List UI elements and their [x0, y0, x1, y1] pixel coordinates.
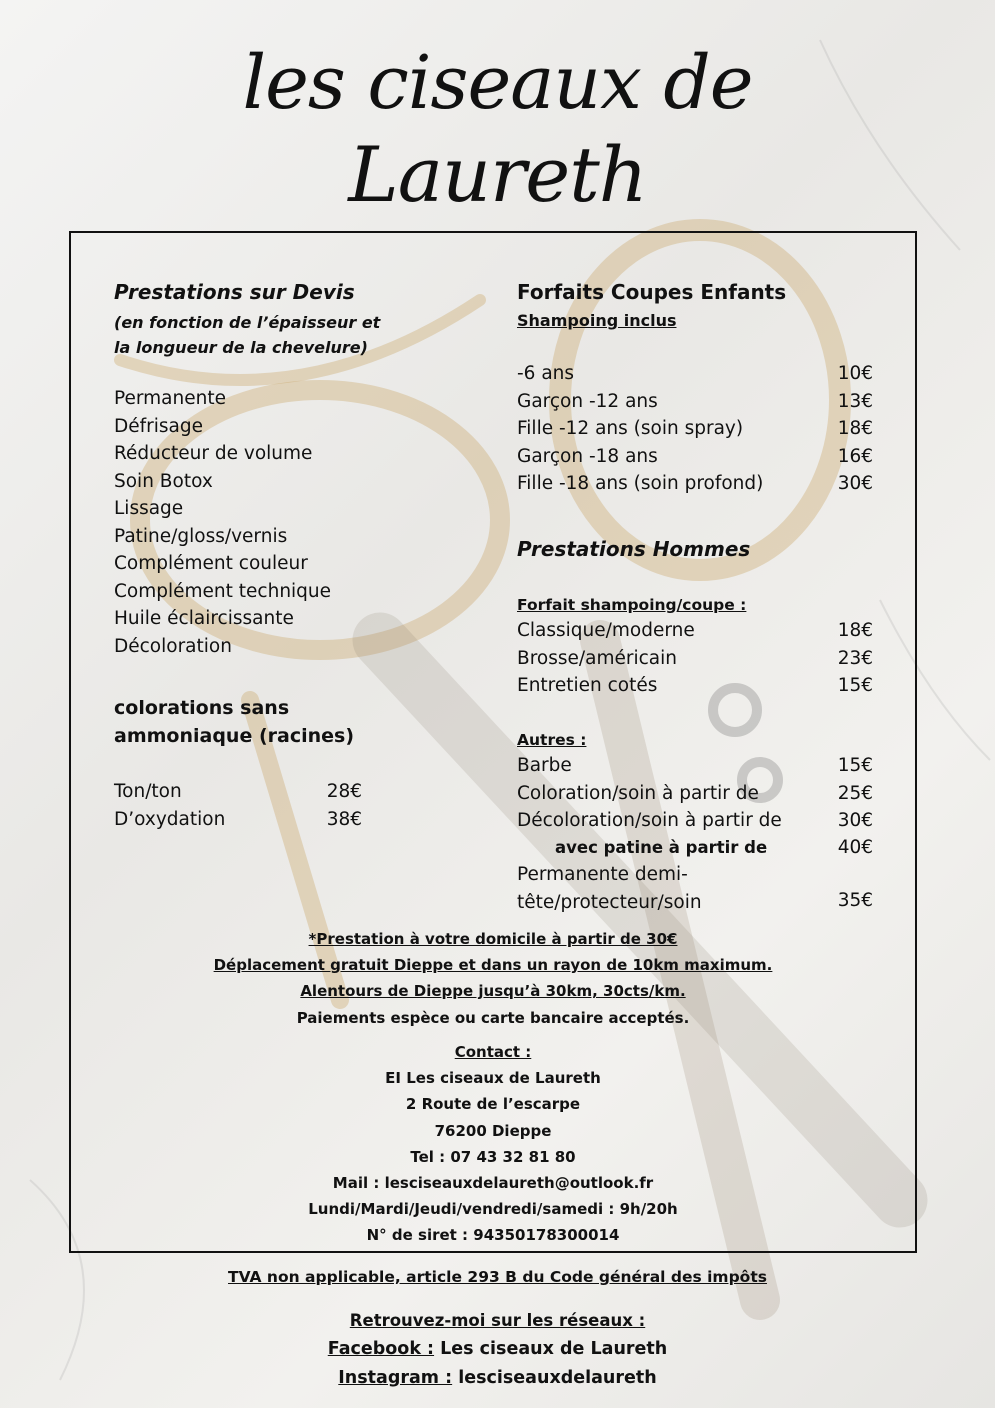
contact-email: Mail : lesciseauxdelaureth@outlook.fr: [332, 1174, 654, 1193]
note-line: Paiements espèce ou carte bancaire acceptés.: [296, 1008, 690, 1027]
price-value: 13€: [837, 390, 873, 412]
price-label: Garçon -18 ans: [517, 445, 658, 467]
price-value: 30€: [837, 810, 873, 831]
price-value: 28€: [326, 781, 362, 802]
price-label: Garçon -12 ans: [517, 390, 658, 412]
permanente-line-2: tête/protecteur/soin: [517, 891, 702, 913]
note-line: Déplacement gratuit Dieppe et dans un rayon de 10km maximum.: [213, 956, 773, 975]
price-label: Ton/ton: [114, 781, 182, 802]
price-row: [517, 752, 873, 780]
price-value: 10€: [837, 363, 873, 384]
list-item: Soin Botox: [114, 470, 213, 492]
instagram-label: Instagram :: [338, 1368, 453, 1388]
contact-block: [69, 1039, 917, 1249]
colorations-table: [114, 778, 362, 833]
price-value: 18€: [837, 620, 873, 641]
price-value: 18€: [837, 418, 873, 439]
note-line: *Prestation à votre domicile à partir de 30€: [308, 930, 678, 948]
list-item: Huile éclaircissante: [114, 608, 294, 629]
contact-title: Contact :: [454, 1043, 532, 1061]
devis-title: Prestations sur Devis: [114, 280, 355, 304]
tva-note: TVA non applicable, article 293 B du Code général des impôts: [228, 1268, 767, 1286]
price-label: Coloration/soin à partir de: [517, 782, 759, 804]
permanente-line-1: Permanente demi-: [517, 864, 688, 885]
price-row: [517, 834, 873, 862]
price-row: [517, 807, 873, 835]
instagram-line: [0, 1368, 995, 1388]
hommes-title: Prestations Hommes: [517, 537, 751, 561]
price-label: -6 ans: [517, 363, 575, 384]
list-item: Lissage: [114, 498, 184, 519]
enfants-table: [517, 360, 873, 498]
price-row: [517, 443, 873, 471]
price-value: 15€: [837, 755, 873, 776]
autres-table: [517, 752, 873, 835]
price-row: [114, 778, 362, 806]
colorations-title-1: colorations sans: [114, 697, 290, 719]
forfait-title: Forfait shampoing/coupe :: [517, 596, 747, 614]
contact-line: EI Les ciseaux de Laureth: [385, 1069, 601, 1088]
colorations-title-2: ammoniaque (racines): [114, 725, 355, 747]
contact-hours: Lundi/Mardi/Jeudi/vendredi/samedi : 9h/20h: [308, 1200, 678, 1219]
facebook-link[interactable]: Les ciseaux de Laureth: [434, 1339, 668, 1359]
price-label: avec patine à partir de: [555, 838, 768, 857]
price-row: [517, 617, 873, 645]
price-value: 40€: [837, 837, 873, 858]
price-value: 16€: [837, 445, 873, 467]
enfants-subtitle: Shampoing inclus: [517, 311, 677, 330]
list-item: Réducteur de volume: [114, 443, 313, 464]
price-value: 25€: [837, 782, 873, 804]
price-row: [114, 806, 362, 834]
price-value: 30€: [837, 473, 873, 494]
contact-line: 76200 Dieppe: [434, 1121, 552, 1140]
price-row: [517, 415, 873, 443]
devis-subtitle-1: (en fonction de l’épaisseur et: [114, 313, 381, 332]
facebook-line: [0, 1339, 995, 1359]
list-item: Défrisage: [114, 415, 203, 437]
reseaux-title: Retrouvez-moi sur les réseaux :: [349, 1311, 646, 1330]
price-label: Classique/moderne: [517, 620, 695, 641]
price-value: 15€: [837, 675, 873, 696]
forfait-table: [517, 617, 873, 700]
price-label: Décoloration/soin à partir de: [517, 810, 782, 831]
contact-phone: Tel : 07 43 32 81 80: [410, 1147, 576, 1166]
logo-line-2: Laureth: [348, 130, 647, 219]
note-line: Alentours de Dieppe jusqu’à 30km, 30cts/km.: [300, 982, 686, 1001]
logo-line-1: les ciseaux de: [242, 40, 753, 126]
price-row: [517, 780, 873, 808]
price-label: Barbe: [517, 755, 572, 776]
list-item: Patine/gloss/vernis: [114, 525, 288, 547]
notes-block: [69, 926, 917, 1031]
permanente-price: 35€: [837, 890, 873, 911]
price-row: [517, 672, 873, 700]
list-item: Permanente: [114, 388, 226, 409]
price-row: [517, 360, 873, 388]
price-label: Entretien cotés: [517, 675, 658, 696]
enfants-title: Forfaits Coupes Enfants: [517, 280, 787, 304]
facebook-label: Facebook :: [327, 1339, 435, 1359]
devis-list: [114, 385, 331, 660]
price-label: Fille -18 ans (soin profond): [517, 473, 764, 494]
list-item: Décoloration: [114, 635, 232, 657]
devis-subtitle-2: la longueur de la chevelure): [114, 338, 368, 357]
permanente-label: [517, 861, 702, 916]
price-label: Fille -12 ans (soin spray): [517, 418, 744, 439]
price-label: Brosse/américain: [517, 647, 677, 669]
price-row: [517, 388, 873, 416]
autres-title: Autres :: [517, 731, 587, 749]
list-item: Complément technique: [114, 580, 332, 602]
price-row: [517, 470, 873, 498]
contact-line: 2 Route de l’escarpe: [405, 1095, 581, 1114]
contact-siret: N° de siret : 94350178300014: [366, 1226, 620, 1245]
list-item: Complément couleur: [114, 553, 308, 574]
price-label: D’oxydation: [114, 808, 226, 830]
patine-row: [517, 834, 873, 862]
price-row: [517, 645, 873, 673]
price-value: 38€: [326, 808, 362, 830]
instagram-link[interactable]: lesciseauxdelaureth: [452, 1368, 657, 1388]
price-value: 23€: [837, 647, 873, 669]
